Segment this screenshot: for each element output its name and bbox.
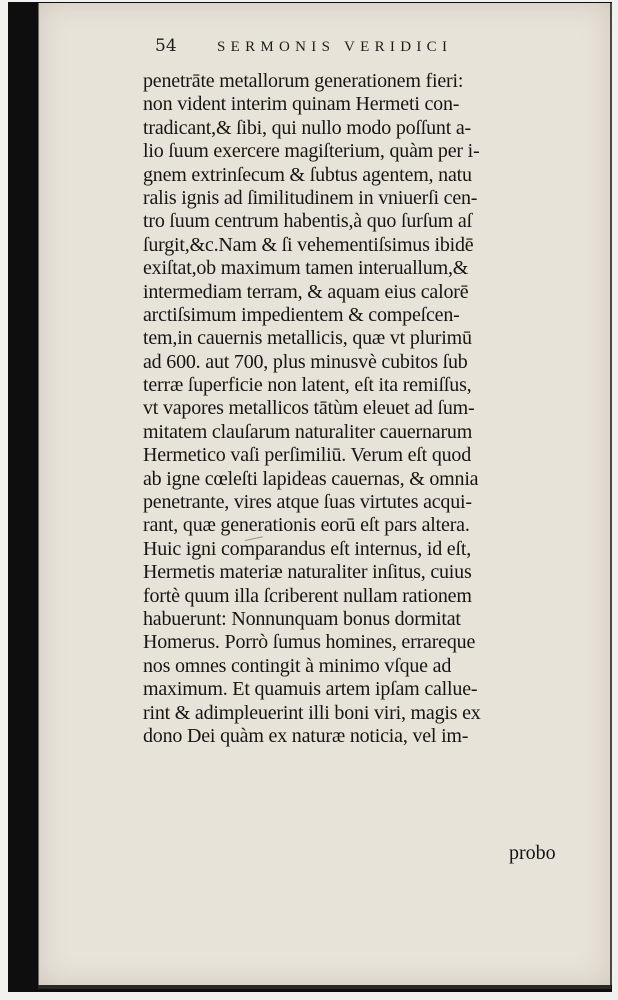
text-line: Homerus. Porrò ſumus homines, errareque [143, 631, 476, 654]
text-line: penetrāte metallorum generationem fieri: [143, 70, 464, 92]
text-line: terræ ſuperficie non latent, eſt ita remiſſus, [143, 374, 472, 397]
text-line: tem,in cauernis metallicis, quæ vt plurimū [143, 327, 472, 350]
text-line: rint & adimpleuerint illi boni viri, magis ex [143, 701, 481, 724]
text-line: gnem extrinſecum & ſubtus agentem, natu [143, 163, 472, 186]
text-line: Hermetico vaſi perſimiliū. Verum eſt quod [143, 444, 472, 467]
text-line: maximum. Et quamuis artem ipſam calluе- [143, 678, 478, 701]
page-number: 54 [155, 36, 177, 56]
text-line: penetrante, vires atque ſuas virtutes acqui- [143, 491, 472, 514]
text-line: lio ſuum exercere magiſterium, quàm per i- [143, 140, 480, 163]
text-line: tro ſuum centrum habentis,à quo ſurſum aſ [143, 210, 472, 233]
text-line: exiſtat,ob maximum tamen interuallum,& [143, 257, 469, 280]
text-line: intermediam terram, & aquam eius calorē [143, 280, 469, 303]
catchword: probo [509, 842, 556, 864]
text-line: non vident interim quinam Hermeti con- [143, 93, 460, 116]
text-line: rant, quæ generationis eorū eſt pars altera. [143, 514, 470, 537]
text-line: habuerunt: Nonnunquam bonus dormitat [143, 607, 461, 630]
text-line: arctiſsimum impedientem & compeſcen- [143, 303, 460, 326]
text-line: fortè quum illa ſcriberent nullam rationem [143, 584, 472, 607]
body-text [143, 70, 583, 748]
running-head [155, 35, 545, 63]
text-line: Hermetis materiæ naturaliter inſitus, cuius [143, 561, 472, 584]
page-bottom-edge [38, 985, 611, 989]
text-line: ab igne cœleſti lapideas cauernas, & omnia [143, 467, 479, 490]
text-line: Huic igni comparandus eſt internus, id eſt, [143, 537, 471, 560]
text-line: nos omnes contingit à minimo vſque ad [143, 654, 452, 677]
text-line: mitatem clauſarum naturaliter cauernarum [143, 420, 473, 443]
running-head-title: SERMONIS VERIDICI [217, 39, 453, 55]
text-line: ad 600. aut 700, plus minusvè cubitos ſub [143, 350, 468, 373]
text-line: dono Dei quàm ex naturæ noticia, vel im- [143, 724, 469, 747]
text-line: ralis ignis ad ſimilitudinem in vniuerſi cen- [143, 186, 478, 209]
text-line: vt vapores metallicos tātùm eleuet ad ſum- [143, 397, 475, 420]
text-line: ſurgit,&c.Nam & ſi vehementiſsimus ibidē [143, 233, 474, 256]
text-line: tradicant,& ſibi, qui nullo modo poſſunt a- [143, 116, 472, 139]
